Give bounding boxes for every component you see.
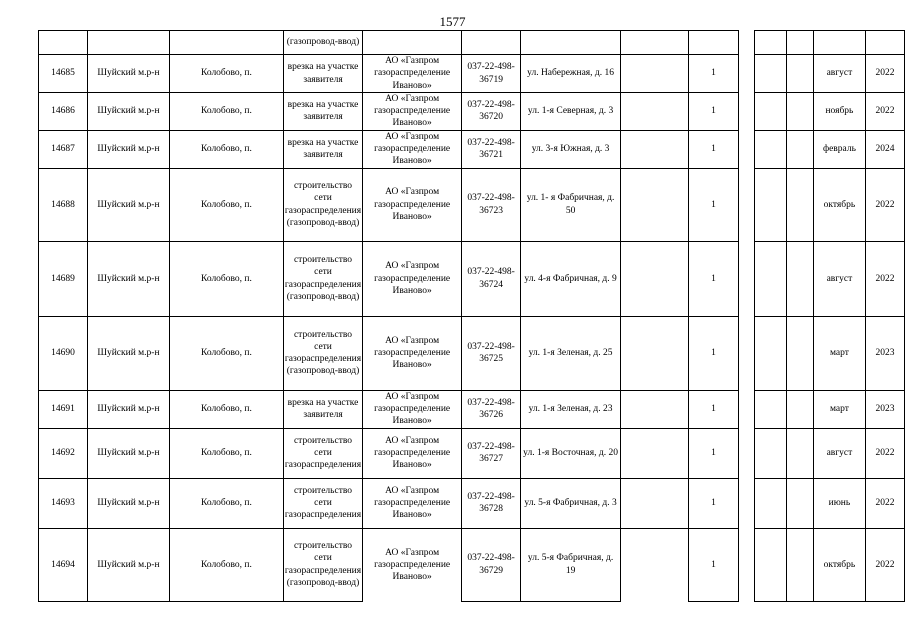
cell-empty [786, 55, 813, 93]
cell-locality: Колобово, п. [169, 478, 283, 528]
cell-district: Шуйский м.р-н [87, 130, 169, 168]
cell-num: 14689 [39, 241, 88, 316]
cell-org: АО «Газпром газораспределение Иваново» [363, 428, 462, 478]
cell-district: Шуйский м.р-н [87, 390, 169, 428]
cell-org: АО «Газпром газораспределение Иваново» [363, 55, 462, 93]
cell-org: АО «Газпром газораспределение Иваново» [363, 93, 462, 131]
cell-empty [621, 428, 689, 478]
cell-month: август [813, 241, 865, 316]
cell-address: ул. 5-я Фабричная, д. 3 [521, 478, 621, 528]
cell-num: 14686 [39, 93, 88, 131]
cell-address: ул. 3-я Южная, д. 3 [521, 130, 621, 168]
cell-year: 2022 [865, 478, 904, 528]
cell-month: октябрь [813, 168, 865, 241]
cell-locality: Колобово, п. [169, 130, 283, 168]
cell-empty [754, 55, 786, 93]
cell-month: февраль [813, 130, 865, 168]
cell-empty [621, 316, 689, 390]
cell-address: ул. 1-я Зеленая, д. 25 [521, 316, 621, 390]
cell-num: 14694 [39, 528, 88, 601]
cell-code: 037-22-498-36729 [462, 528, 521, 601]
table-row [39, 55, 905, 93]
cell-district: Шуйский м.р-н [87, 168, 169, 241]
table-row [39, 428, 905, 478]
cell-empty [754, 478, 786, 528]
cell-num: 14688 [39, 168, 88, 241]
cell-locality: Колобово, п. [169, 428, 283, 478]
cell-district: Шуйский м.р-н [87, 55, 169, 93]
cell-code: 037-22-498-36728 [462, 478, 521, 528]
cell-count: 1 [689, 428, 739, 478]
cell-month: ноябрь [813, 93, 865, 131]
cell-empty [786, 241, 813, 316]
cell-empty [786, 316, 813, 390]
cell-empty [786, 428, 813, 478]
cell-address: ул. 1-я Зеленая, д. 23 [521, 390, 621, 428]
cell-locality: Колобово, п. [169, 55, 283, 93]
cell-year: 2022 [865, 93, 904, 131]
cell-num: 14687 [39, 130, 88, 168]
cell-year [865, 31, 904, 55]
cell-code: 037-22-498-36723 [462, 168, 521, 241]
cell-district: Шуйский м.р-н [87, 428, 169, 478]
page-number: 1577 [439, 14, 466, 29]
cell-district: Шуйский м.р-н [87, 316, 169, 390]
cell-gap [738, 528, 754, 601]
cell-empty [786, 168, 813, 241]
cell-address: ул. 5-я Фабричная, д. 19 [521, 528, 621, 601]
cell-code: 037-22-498-36721 [462, 130, 521, 168]
cell-address: ул. 1-я Северная, д. 3 [521, 93, 621, 131]
cell-org: АО «Газпром газораспределение Иваново» [363, 130, 462, 168]
cell-district: Шуйский м.р-н [87, 528, 169, 601]
cell-empty [621, 478, 689, 528]
table-row [39, 241, 905, 316]
cell-district: Шуйский м.р-н [87, 241, 169, 316]
cell-code [462, 31, 521, 55]
cell-work: врезка на участке заявителя [283, 93, 362, 131]
cell-year: 2022 [865, 55, 904, 93]
cell-num [39, 31, 88, 55]
cell-work: строительство сети газораспределения [283, 428, 362, 478]
cell-month: март [813, 316, 865, 390]
cell-num: 14692 [39, 428, 88, 478]
cell-count: 1 [689, 55, 739, 93]
cell-org: АО «Газпром газораспределение Иваново» [363, 390, 462, 428]
cell-locality [169, 31, 283, 55]
cell-year: 2022 [865, 528, 904, 601]
cell-work: врезка на участке заявителя [283, 390, 362, 428]
cell-locality: Колобово, п. [169, 93, 283, 131]
cell-empty [754, 316, 786, 390]
cell-empty [621, 390, 689, 428]
cell-org: АО «Газпром газораспределение Иваново» [363, 316, 462, 390]
cell-gap [738, 241, 754, 316]
cell-district: Шуйский м.р-н [87, 478, 169, 528]
cell-address: ул. 4-я Фабричная, д. 9 [521, 241, 621, 316]
cell-locality: Колобово, п. [169, 241, 283, 316]
cell-locality: Колобово, п. [169, 168, 283, 241]
cell-count: 1 [689, 241, 739, 316]
cell-month: июнь [813, 478, 865, 528]
cell-code: 037-22-498-36719 [462, 55, 521, 93]
cell-month [813, 31, 865, 55]
cell-address: ул. Набережная, д. 16 [521, 55, 621, 93]
cell-year: 2022 [865, 168, 904, 241]
cell-gap [738, 478, 754, 528]
cell-gap [738, 55, 754, 93]
cell-year: 2023 [865, 316, 904, 390]
table-row [39, 168, 905, 241]
cell-work: строительство сети газораспределения (газопровод-ввод) [283, 241, 362, 316]
table-row [39, 390, 905, 428]
cell-code: 037-22-498-36726 [462, 390, 521, 428]
cell-empty [754, 130, 786, 168]
cell-district [87, 31, 169, 55]
cell-empty [754, 428, 786, 478]
cell-gap [738, 130, 754, 168]
cell-work: строительство сети газораспределения [283, 478, 362, 528]
cell-count: 1 [689, 528, 739, 601]
cell-org: АО «Газпром газораспределение Иваново» [363, 241, 462, 316]
cell-count: 1 [689, 130, 739, 168]
cell-org: АО «Газпром газораспределение Иваново» [363, 478, 462, 528]
continuation-row [39, 31, 905, 55]
cell-empty [786, 390, 813, 428]
cell-year: 2024 [865, 130, 904, 168]
cell-count: 1 [689, 390, 739, 428]
cell-gap [738, 428, 754, 478]
cell-address: ул. 1-я Восточная, д. 20 [521, 428, 621, 478]
cell-month: октябрь [813, 528, 865, 601]
cell-gap [738, 31, 754, 55]
cell-year: 2023 [865, 390, 904, 428]
cell-empty [754, 168, 786, 241]
cell-empty [621, 93, 689, 131]
cell-month: март [813, 390, 865, 428]
table-row [39, 528, 905, 601]
cell-empty [754, 390, 786, 428]
cell-empty [786, 31, 813, 55]
cell-month: август [813, 55, 865, 93]
cell-num: 14691 [39, 390, 88, 428]
cell-empty [621, 241, 689, 316]
cell-empty [621, 528, 689, 601]
table-row [39, 316, 905, 390]
cell-num: 14693 [39, 478, 88, 528]
table-row [39, 478, 905, 528]
cell-num: 14690 [39, 316, 88, 390]
cell-district: Шуйский м.р-н [87, 93, 169, 131]
cell-gap [738, 93, 754, 131]
cell-empty [621, 168, 689, 241]
cell-empty [786, 478, 813, 528]
cell-address: ул. 1- я Фабричная, д. 50 [521, 168, 621, 241]
cell-work: врезка на участке заявителя [283, 130, 362, 168]
registry-body [39, 31, 905, 602]
cell-month: август [813, 428, 865, 478]
cell-locality: Колобово, п. [169, 390, 283, 428]
cell-address [521, 31, 621, 55]
cell-year: 2022 [865, 428, 904, 478]
cell-code: 037-22-498-36725 [462, 316, 521, 390]
cell-num: 14685 [39, 55, 88, 93]
registry-table [38, 30, 905, 602]
cell-locality: Колобово, п. [169, 528, 283, 601]
cell-empty [786, 528, 813, 601]
cell-code: 037-22-498-36724 [462, 241, 521, 316]
cell-code: 037-22-498-36720 [462, 93, 521, 131]
cell-locality: Колобово, п. [169, 316, 283, 390]
cell-work: врезка на участке заявителя [283, 55, 362, 93]
cell-count [689, 31, 739, 55]
table-row [39, 93, 905, 131]
cell-empty [621, 31, 689, 55]
cell-empty [754, 241, 786, 316]
cell-work: строительство сети газораспределения (газопровод-ввод) [283, 528, 362, 601]
cell-work: строительство сети газораспределения (газопровод-ввод) [283, 168, 362, 241]
cell-count: 1 [689, 316, 739, 390]
cell-org: АО «Газпром газораспределение Иваново» [363, 528, 462, 601]
cell-org: АО «Газпром газораспределение Иваново» [363, 168, 462, 241]
cell-empty [754, 528, 786, 601]
cell-gap [738, 390, 754, 428]
cell-empty [621, 55, 689, 93]
cell-code: 037-22-498-36727 [462, 428, 521, 478]
cell-empty [754, 31, 786, 55]
cell-empty [786, 130, 813, 168]
cell-work: (газопровод-ввод) [283, 31, 362, 55]
cell-year: 2022 [865, 241, 904, 316]
cell-count: 1 [689, 478, 739, 528]
cell-empty [754, 93, 786, 131]
table-row [39, 130, 905, 168]
cell-empty [786, 93, 813, 131]
cell-org [363, 31, 462, 55]
cell-count: 1 [689, 168, 739, 241]
cell-empty [621, 130, 689, 168]
cell-work: строительство сети газораспределения (газопровод-ввод) [283, 316, 362, 390]
cell-gap [738, 316, 754, 390]
cell-count: 1 [689, 93, 739, 131]
cell-gap [738, 168, 754, 241]
